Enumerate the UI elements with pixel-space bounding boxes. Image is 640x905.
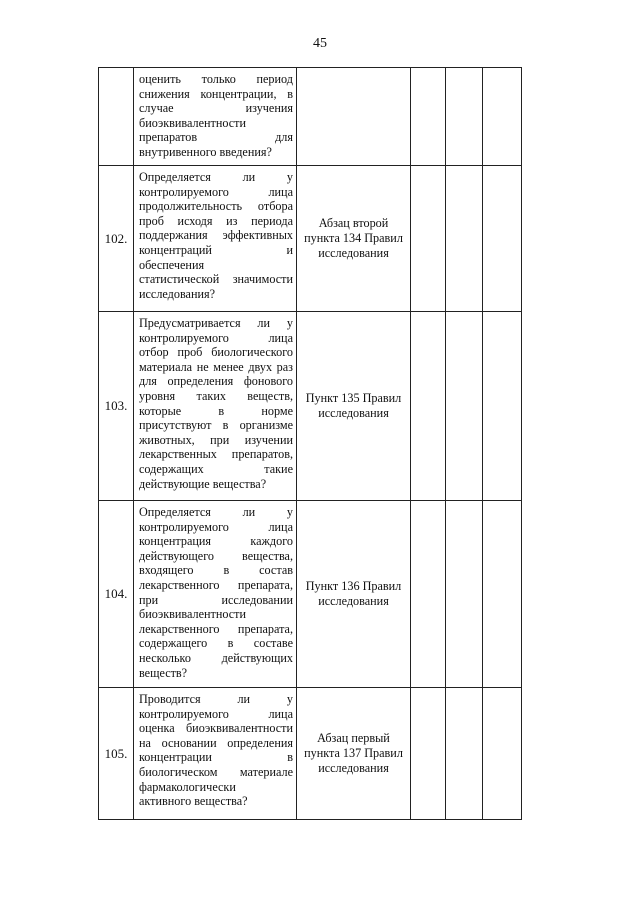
reference-line: Пункт 135 Правил xyxy=(305,391,402,405)
question-line: Проводится ли у xyxy=(139,692,293,706)
page-number: 45 xyxy=(313,36,327,51)
question-line: продолжительность отбора xyxy=(139,199,293,214)
question-cell xyxy=(134,68,297,166)
question-line: несколько действующих xyxy=(139,650,293,665)
table-row xyxy=(99,501,522,688)
reference-line: исследования xyxy=(318,246,389,260)
question-line: присутствуют в организме xyxy=(139,418,293,433)
question-line: для определения фонового xyxy=(139,374,293,389)
answer-na-cell xyxy=(483,166,522,312)
question-line: исследования? xyxy=(139,286,216,301)
question-line: контролируемого лица xyxy=(139,706,293,721)
reference-line: Абзац второй xyxy=(318,216,389,230)
question-line: которые в норме xyxy=(139,403,293,418)
question-line: контролируемого лица xyxy=(139,330,293,345)
answer-yes-cell xyxy=(411,688,446,820)
question-cell xyxy=(134,312,297,501)
question-line: контролируемого лица xyxy=(139,184,293,199)
reference-cell xyxy=(297,501,411,688)
table-row xyxy=(99,68,522,166)
reference-cell xyxy=(297,312,411,501)
table-row xyxy=(99,688,522,820)
answer-yes-cell xyxy=(411,166,446,312)
question-line: поддержания эффективных xyxy=(139,228,293,243)
answer-na-cell xyxy=(483,68,522,166)
row-number: 102. xyxy=(99,166,134,312)
question-line: действующие вещества? xyxy=(139,476,267,491)
question-line: веществ? xyxy=(139,665,188,680)
reference-cell xyxy=(297,166,411,312)
question-line: Предусматривается ли у xyxy=(139,316,293,330)
table-row xyxy=(99,312,522,501)
question-line: отбор проб биологического xyxy=(139,345,293,360)
question-line: Определяется ли у xyxy=(139,505,293,519)
answer-na-cell xyxy=(483,501,522,688)
reference-line: пункта 134 Правил xyxy=(304,231,403,245)
question-cell xyxy=(134,166,297,312)
question-line: активного вещества? xyxy=(139,794,248,809)
question-line: концентрации в xyxy=(139,750,293,765)
answer-na-cell xyxy=(483,312,522,501)
question-line: уровня таких веществ, xyxy=(139,388,293,403)
answer-na-cell xyxy=(483,688,522,820)
row-number: 104. xyxy=(99,501,134,688)
reference-line: Абзац первый xyxy=(317,731,390,745)
reference-line: пункта 137 Правил xyxy=(304,746,403,760)
question-line: внутривенного введения? xyxy=(139,144,272,159)
checklist-table xyxy=(98,67,522,820)
question-line: материала не менее двух раз xyxy=(139,359,293,374)
question-line: биоэквивалентности xyxy=(139,607,247,622)
question-line: биоэквивалентности xyxy=(139,115,247,130)
row-number: 105. xyxy=(99,688,134,820)
question-line: концентрация каждого xyxy=(139,534,293,549)
question-line: входящего в состав xyxy=(139,563,293,578)
answer-yes-cell xyxy=(411,68,446,166)
row-number xyxy=(99,68,134,166)
question-line: лекарственного препарата, xyxy=(139,577,293,592)
question-line: биологическом материале xyxy=(139,764,293,779)
reference-line: исследования xyxy=(318,761,389,775)
question-line: лекарственного препарата, xyxy=(139,621,293,636)
question-line: оценка биоэквивалентности xyxy=(139,721,293,736)
question-line: проб исходя из периода xyxy=(139,213,293,228)
reference-line: исследования xyxy=(318,406,389,420)
question-line: обеспечения xyxy=(139,257,205,272)
answer-no-cell xyxy=(446,166,483,312)
answer-no-cell xyxy=(446,68,483,166)
question-cell xyxy=(134,501,297,688)
reference-line: Пункт 136 Правил xyxy=(305,579,402,593)
answer-no-cell xyxy=(446,312,483,501)
question-line: содержащих такие xyxy=(139,461,293,476)
answer-yes-cell xyxy=(411,312,446,501)
table-row xyxy=(99,166,522,312)
row-number: 103. xyxy=(99,312,134,501)
question-line: содержащего в составе xyxy=(139,636,293,651)
question-line: статистической значимости xyxy=(139,272,293,287)
question-line: концентраций и xyxy=(139,242,293,257)
question-line: препаратов для xyxy=(139,130,293,145)
answer-no-cell xyxy=(446,688,483,820)
question-line: действующего вещества, xyxy=(139,548,293,563)
reference-line: исследования xyxy=(318,594,389,608)
question-line: контролируемого лица xyxy=(139,519,293,534)
answer-no-cell xyxy=(446,501,483,688)
question-line: случае изучения xyxy=(139,101,293,116)
question-cell xyxy=(134,688,297,820)
question-line: на основании определения xyxy=(139,735,293,750)
question-line: Определяется ли у xyxy=(139,170,293,184)
question-line: при исследовании xyxy=(139,592,293,607)
question-line: фармакологически xyxy=(139,779,236,794)
question-line: оценить только период xyxy=(139,72,293,86)
question-line: снижения концентрации, в xyxy=(139,86,293,101)
answer-yes-cell xyxy=(411,501,446,688)
question-line: животных, при изучении xyxy=(139,432,293,447)
reference-cell xyxy=(297,688,411,820)
question-line: лекарственных препаратов, xyxy=(139,447,293,462)
reference-cell xyxy=(297,68,411,166)
